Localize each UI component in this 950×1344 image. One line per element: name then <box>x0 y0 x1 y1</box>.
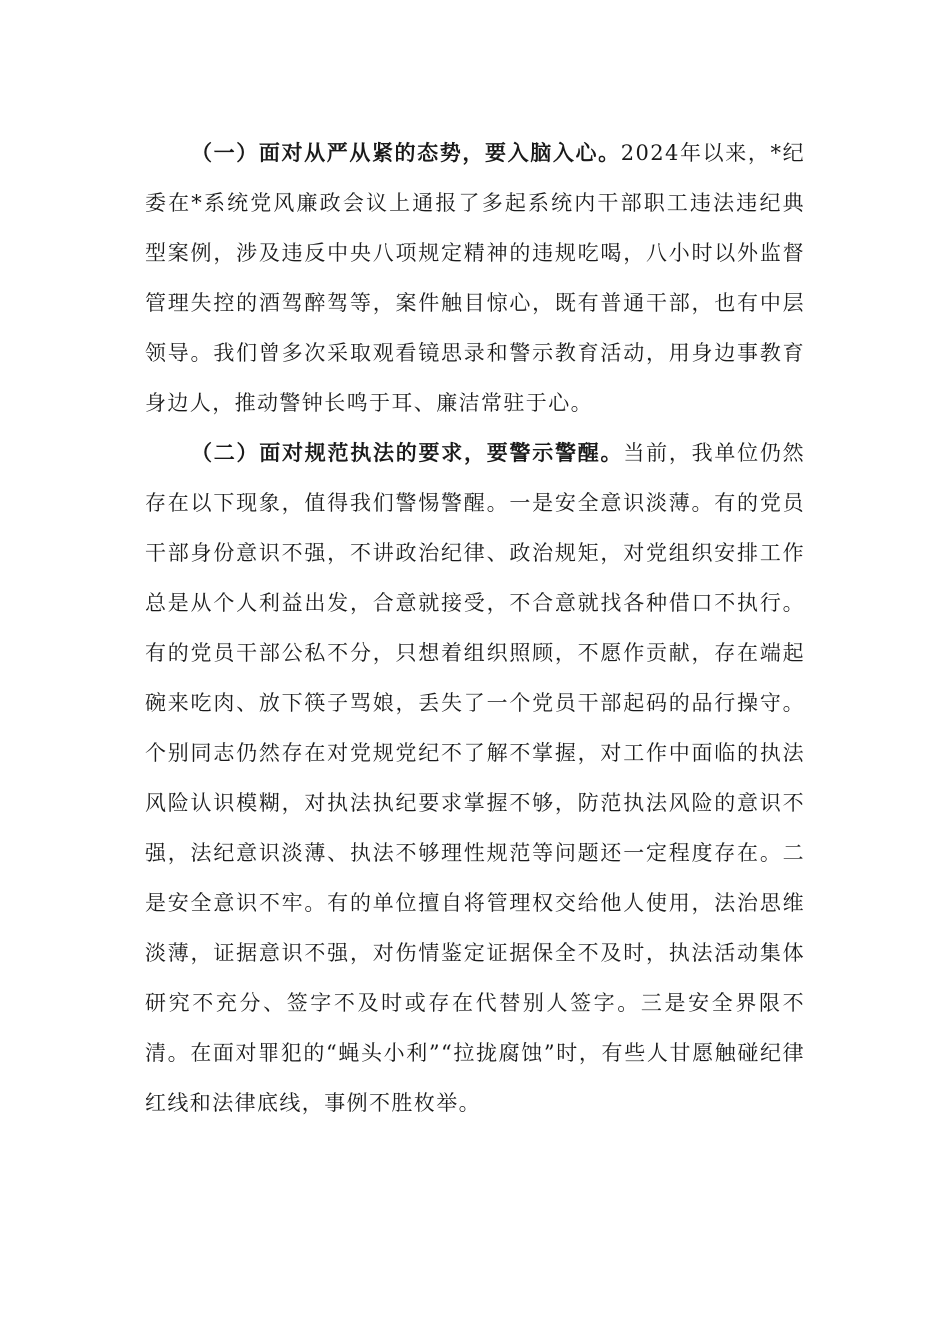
paragraph-1-heading: （一）面对从严从紧的态势，要入脑入心。 <box>191 140 621 165</box>
paragraph-1-body: 2024年以来，*纪委在*系统党风廉政会议上通报了多起系统内干部职工违法违纪典型案例，涉及违反中央八项规定精神的违规吃喝，八小时以外监督管理失控的酒驾醉驾等，案件触目惊心，既有普通干部，也有中层领导。我们曾多次采取观看镜思录和警示教育活动，用身边事教育身边人，推动警钟长鸣于耳、廉洁常驻于心。 <box>145 141 805 415</box>
paragraph-1 <box>145 128 805 428</box>
paragraph-2-body: 当前，我单位仍然存在以下现象，值得我们警惕警醒。一是安全意识淡薄。有的党员干部身份意识不强，不讲政治纪律、政治规矩，对党组织安排工作总是从个人利益出发，合意就接受，不合意就找各种借口不执行。有的党员干部公私不分，只想着组织照顾，不愿作贡献，存在端起碗来吃肉、放下筷子骂娘，丢失了一个党员干部起码的品行操守。个别同志仍然存在对党规党纪不了解不掌握，对工作中面临的执法风险认识模糊，对执法执纪要求掌握不够，防范执法风险的意识不强，法纪意识淡薄、执法不够理性规范等问题还一定程度存在。二是安全意识不牢。有的单位擅自将管理权交给他人使用，法治思维淡薄，证据意识不强，对伤情鉴定证据保全不及时，执法活动集体研究不充分、签字不及时或存在代替别人签字。三是安全界限不清。在面对罪犯的“蝇头小利”“拉拢腐蚀”时，有些人甘愿触碰纪律红线和法律底线，事例不胜枚举。 <box>145 441 805 1115</box>
document-body <box>145 128 805 1128</box>
paragraph-2-heading: （二）面对规范执法的要求，要警示警醒。 <box>191 440 624 465</box>
paragraph-2 <box>145 428 805 1128</box>
